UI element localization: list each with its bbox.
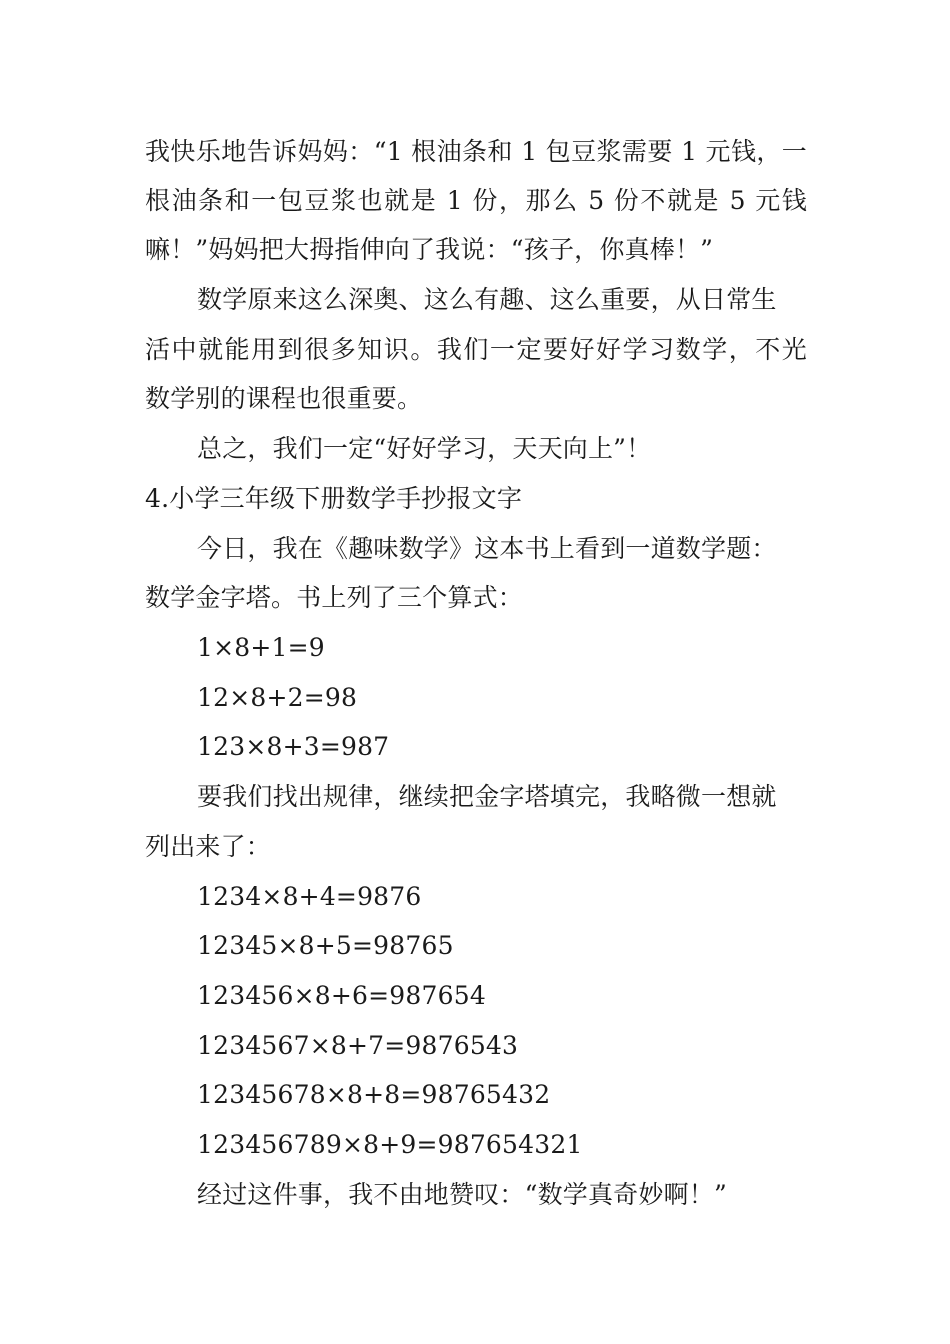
paragraph-line: 我快乐地告诉妈妈：“1 根油条和 1 包豆浆需要 1 元钱，一 — [145, 137, 807, 166]
equation-line: 1234567×8+7=9876543 — [197, 1031, 519, 1060]
equation-line: 12345×8+5=98765 — [197, 931, 454, 960]
paragraph-line: 数学原来这么深奥、这么有趣、这么重要，从日常生 — [197, 285, 777, 314]
paragraph-line: 要我们找出规律，继续把金字塔填完，我略微一想就 — [197, 782, 777, 811]
paragraph-line: 嘛！”妈妈把大拇指伸向了我说：“孩子，你真棒！” — [145, 235, 714, 264]
paragraph-line: 数学别的课程也很重要。 — [145, 384, 423, 413]
paragraph-line: 总之，我们一定“好好学习，天天向上”！ — [197, 434, 652, 463]
paragraph-line: 今日，我在《趣味数学》这本书上看到一道数学题： — [197, 534, 777, 563]
paragraph-line: 数学金字塔。书上列了三个算式： — [145, 583, 524, 612]
equation-line: 1×8+1=9 — [197, 633, 325, 662]
equation-line: 1234×8+4=9876 — [197, 882, 422, 911]
paragraph-line: 列出来了： — [145, 832, 272, 861]
section-heading: 4.小学三年级下册数学手抄报文字 — [145, 484, 523, 513]
equation-line: 123456789×8+9=987654321 — [197, 1130, 583, 1159]
paragraph-line: 活中就能用到很多知识。我们一定要好好学习数学，不光 — [145, 335, 807, 364]
paragraph-line: 经过这件事，我不由地赞叹：“数学真奇妙啊！” — [197, 1180, 727, 1209]
equation-line: 12345678×8+8=98765432 — [197, 1080, 551, 1109]
paragraph-line: 根油条和一包豆浆也就是 1 份，那么 5 份不就是 5 元钱 — [145, 186, 807, 215]
equation-line: 12×8+2=98 — [197, 683, 358, 712]
equation-line: 123×8+3=987 — [197, 732, 390, 761]
equation-line: 123456×8+6=987654 — [197, 981, 486, 1010]
